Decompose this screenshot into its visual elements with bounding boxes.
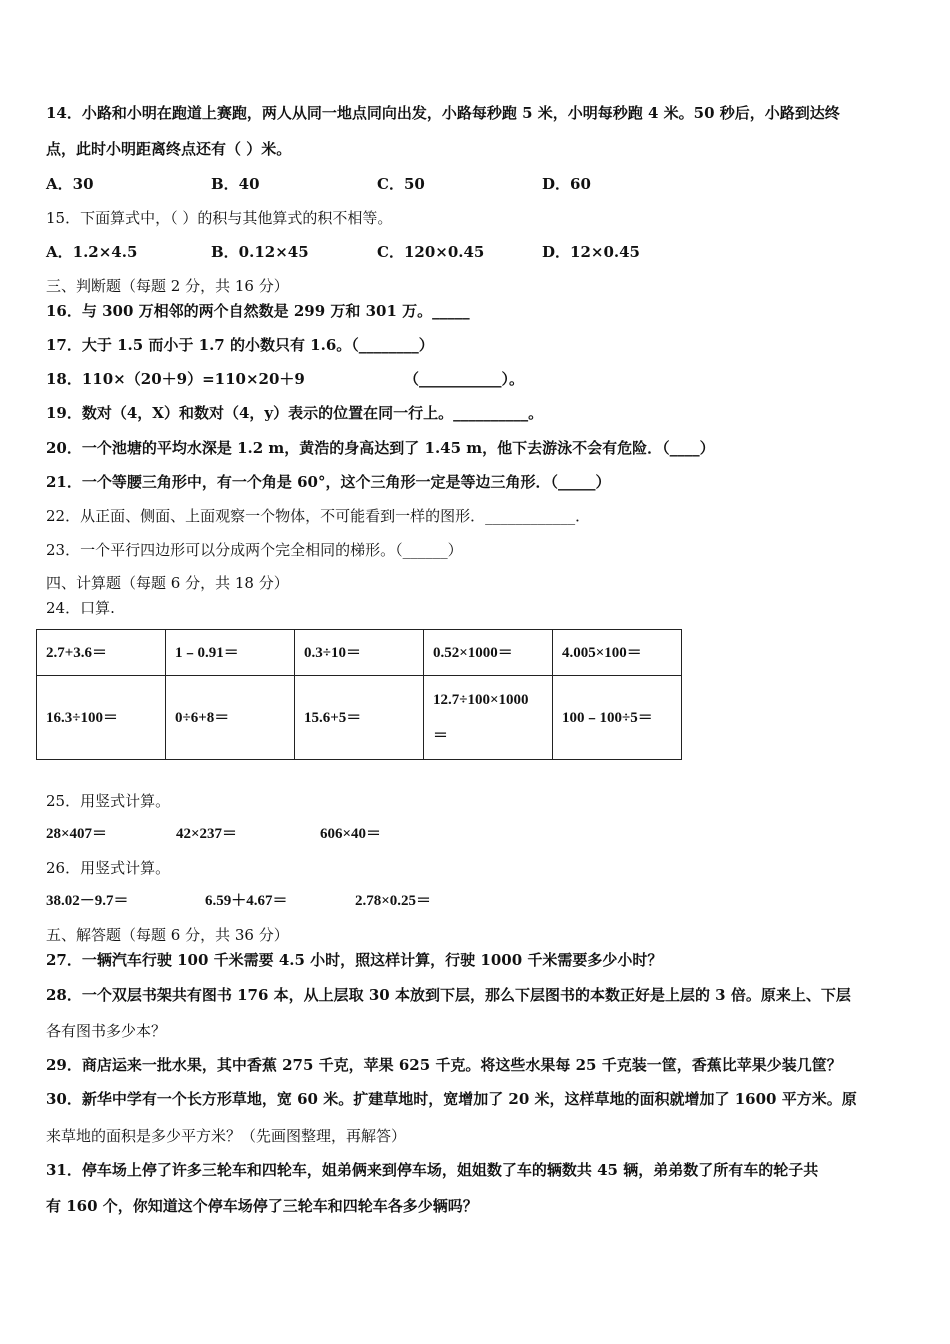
q15-option-a: A．1.2×4.5 [46, 243, 138, 261]
q26-item-2: 6.59＋4.67＝ [205, 893, 288, 909]
section-5-heading: 五、解答题（每题 6 分，共 36 分） [46, 926, 289, 944]
q14-option-d: D．60 [542, 175, 591, 193]
table-cell: 0.52×1000＝ [424, 630, 553, 676]
question-28-line-1: 28．一个双层书架共有图书 176 本，从上层取 30 本放到下层，那么下层图书的本数正好是上层的 3 倍。原来上、下层 [46, 986, 851, 1004]
table-cell: 100﹣100÷5＝ [553, 676, 682, 760]
table-cell: 0÷6+8＝ [166, 676, 295, 760]
q14-option-a: A．30 [46, 175, 94, 193]
q15-option-d: D．12×0.45 [542, 243, 640, 261]
question-18-blank: （___________）。 [404, 370, 525, 388]
question-23: 23．一个平行四边形可以分成两个完全相同的梯形。（______） [46, 541, 463, 559]
question-28-line-2: 各有图书多少本？ [46, 1022, 167, 1040]
question-25-title: 25．用竖式计算。 [46, 792, 171, 810]
cell-line-2: ＝ [433, 727, 449, 744]
question-15: 15．下面算式中，（ ）的积与其他算式的积不相等。 [46, 209, 393, 227]
q26-item-3: 2.78×0.25＝ [355, 893, 432, 909]
section-4-heading: 四、计算题（每题 6 分，共 18 分） [46, 574, 289, 592]
table-row [37, 676, 682, 760]
q14-option-c: C．50 [377, 175, 425, 193]
q25-item-2: 42×237＝ [176, 826, 238, 842]
question-27: 27．一辆汽车行驶 100 千米需要 4.5 小时，照这样计算，行驶 1000 千米需要多少小时？ [46, 951, 663, 969]
question-30-line-2: 来草地的面积是多少平方米？（先画图整理，再解答） [46, 1127, 407, 1145]
table-row [37, 630, 682, 676]
table-cell: 4.005×100＝ [553, 630, 682, 676]
question-14-line-2: 点，此时小明距离终点还有（ ）米。 [46, 140, 292, 158]
question-24-title: 24．口算. [46, 599, 115, 617]
q26-item-1: 38.02－9.7＝ [46, 893, 129, 909]
cell-line-1: 12.7÷100×1000 [433, 691, 529, 708]
question-19: 19．数对（4，X）和数对（4，y）表示的位置在同一行上。__________。 [46, 404, 544, 422]
question-31-line-2: 有 160 个，你知道这个停车场停了三轮车和四轮车各多少辆吗？ [46, 1197, 478, 1215]
question-21: 21．一个等腰三角形中，有一个角是 60°，这个三角形一定是等边三角形．（_____） [46, 473, 611, 491]
question-20: 20．一个池塘的平均水深是 1.2 m，黄浩的身高达到了 1.45 m，他下去游泳不会有危险．（____） [46, 439, 715, 457]
question-26-title: 26．用竖式计算。 [46, 859, 171, 877]
q25-item-1: 28×407＝ [46, 826, 108, 842]
q25-item-3: 606×40＝ [320, 826, 382, 842]
table-cell: 16.3÷100＝ [37, 676, 166, 760]
question-30-line-1: 30．新华中学有一个长方形草地，宽 60 米。扩建草地时，宽增加了 20 米，这样草地的面积就增加了 1600 平方米。原 [46, 1090, 857, 1108]
question-16: 16．与 300 万相邻的两个自然数是 299 万和 301 万。_____ [46, 302, 470, 320]
table-cell-multiline [424, 676, 553, 760]
question-18-expression: 18．110×（20＋9）=110×20＋9 [46, 370, 305, 388]
table-cell: 15.6+5＝ [295, 676, 424, 760]
mental-math-table [36, 629, 682, 760]
q15-option-b: B．0.12×45 [211, 243, 309, 261]
section-3-heading: 三、判断题（每题 2 分，共 16 分） [46, 277, 289, 295]
question-17: 17．大于 1.5 而小于 1.7 的小数只有 1.6。（________） [46, 336, 434, 354]
table-cell: 1﹣0.91＝ [166, 630, 295, 676]
table-cell: 0.3÷10＝ [295, 630, 424, 676]
q15-option-c: C．120×0.45 [377, 243, 485, 261]
q14-option-b: B．40 [211, 175, 260, 193]
question-22: 22．从正面、侧面、上面观察一个物体，不可能看到一样的图形．____________． [46, 507, 591, 525]
question-31-line-1: 31．停车场上停了许多三轮车和四轮车，姐弟俩来到停车场，姐姐数了车的辆数共 45 辆，弟弟数了所有车的轮子共 [46, 1161, 819, 1179]
question-29: 29．商店运来一批水果，其中香蕉 275 千克，苹果 625 千克。将这些水果每 25 千克装一筐，香蕉比苹果少装几筐？ [46, 1056, 842, 1074]
table-cell: 2.7+3.6＝ [37, 630, 166, 676]
question-14-line-1: 14．小路和小明在跑道上赛跑，两人从同一地点同向出发，小路每秒跑 5 米，小明每秒跑 4 米。50 秒后，小路到达终 [46, 104, 840, 122]
